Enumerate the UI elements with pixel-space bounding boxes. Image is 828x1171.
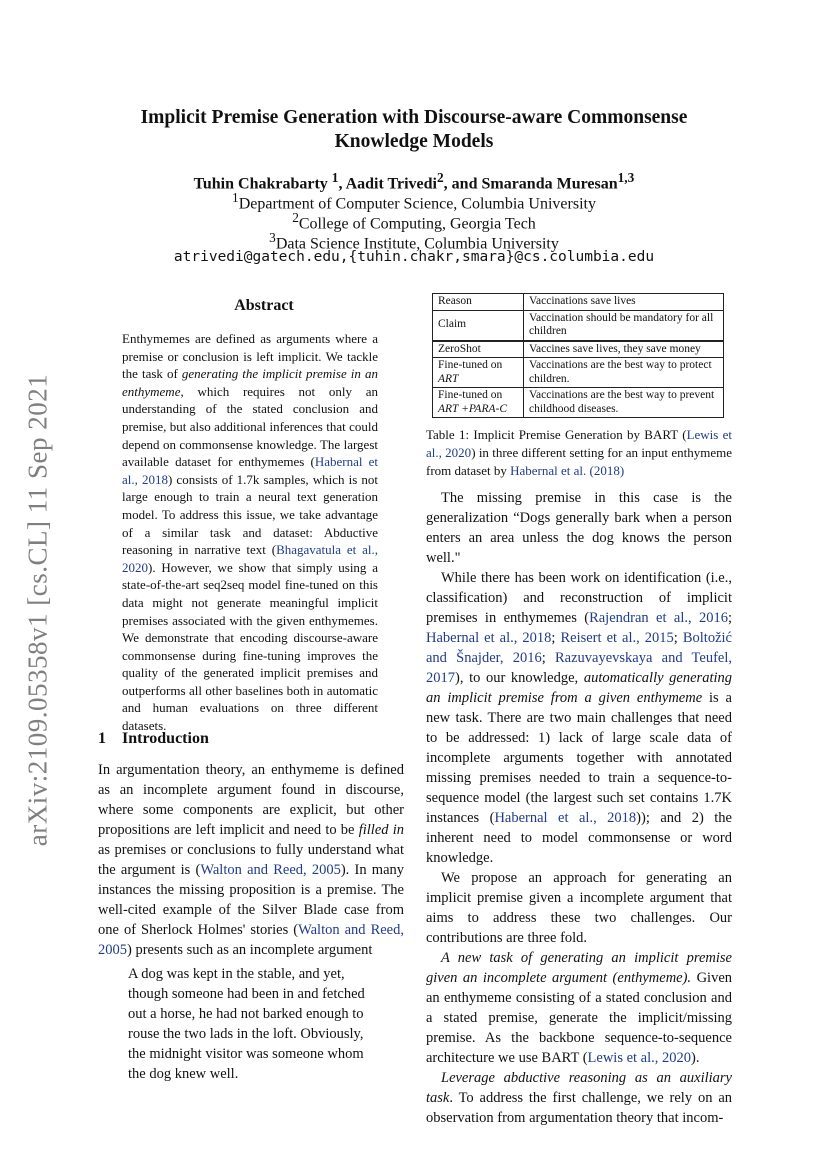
title-line-1: Implicit Premise Generation with Discourse-aware Commonsense (140, 107, 688, 128)
table-row (433, 294, 724, 311)
section-heading-introduction (98, 730, 209, 748)
title-line-2: Knowledge Models (334, 131, 494, 152)
author-name: , Aadit Trivedi (338, 175, 437, 193)
citation-link[interactable]: Rajendran et al., 2016 (589, 610, 728, 626)
example-table (432, 293, 724, 418)
table-row (433, 388, 724, 418)
author-sup: 1 (331, 170, 339, 185)
citation-link[interactable]: Habernal et al. (2018) (510, 463, 625, 478)
abstract-text: Enthymemes are defined as arguments where a premise or conclusion is left implicit. We tackle the task of generating the implicit premise in an enthymeme, which requires not only an understanding of the stated conclusion and premise, but also additional inferences that could depend on commonsense knowledge. The largest available dataset for enthymemes (Habernal et al., 2018) consists of 1.7k samples, which is not large enough to train a neural text generation model. To address this issue, we take advantage of a similar task and dataset: Abductive reasoning in narrative text (Bhagavatula et al., 2020). However, we show that simply using a state-of-the-art seq2seq model fine-tuned on this data might not generate meaningful implicit premises associated with the given enthymemes. We demonstrate that encoding discourse-aware commonsense during fine-tuning improves the quality of the generated implicit premises and outperforms all other baselines both in automatic and human evaluations on three different datasets. (122, 331, 379, 734)
table-row (433, 358, 724, 388)
affiliation-text: Department of Computer Science, Columbia University (238, 195, 596, 213)
table-cell-label: Claim (433, 310, 524, 341)
citation-link[interactable]: Razuvayevskaya and Teufel, 2017 (426, 650, 733, 686)
citation-link[interactable]: Reisert et al., 2015 (560, 630, 674, 646)
intro-paragraph: In argumentation theory, an enthymeme is defined as an incomplete argument found in discourse, where some components are explicit, but other propositions are left implicit and need to be filled in as premises or conclusions to fully understand what the argument is (Walton and Reed, 2005). In many instances the missing proposition is a premise. The well-cited example of the Silver Blade case from one of Sherlock Holmes' stories (Walton and Reed, 2005) presents such as an incomplete argument (98, 762, 405, 958)
author-sup: 1,3 (617, 170, 635, 185)
affiliation-text: College of Computing, Georgia Tech (298, 215, 536, 233)
citation-link[interactable]: Habernal et al., 2018 (494, 810, 637, 826)
author-emails: atrivedi@gatech.edu,{tuhin.chakr,smara}@cs.columbia.edu (173, 249, 655, 265)
body-paragraph: Leverage abductive reasoning as an auxiliary task. To address the first challenge, we rely on an observation from argumentation theory that incom- (426, 1070, 732, 1126)
citation-link[interactable]: Walton and Reed, 2005 (98, 922, 404, 958)
citation-link[interactable]: Habernal et al., 2018 (426, 630, 552, 646)
abstract-heading: Abstract (234, 297, 294, 314)
table-cell-value: Vaccinations are the best way to prevent childhood diseases. (524, 388, 724, 418)
affiliation-text: Data Science Institute, Columbia University (275, 235, 559, 253)
section-number: 1 (98, 730, 106, 747)
sherlock-quote: A dog was kept in the stable, and yet, though someone had been in and fetched out a horse, he had not barked enough to rouse the two lads in the loft. Obviously, the midnight visitor was someone whom the dog knew well. (128, 966, 365, 1082)
section-title: Introduction (122, 730, 209, 747)
citation-link[interactable]: Boltožić and Šnajder, 2016 (426, 630, 732, 666)
body-paragraph: The missing premise in this case is the generalization “Dogs generally bark when a person enters an area unless the dog knows the person well." (426, 490, 732, 566)
author-name: Tuhin Chakrabarty (193, 175, 328, 193)
table-cell-label: Fine-tuned on ART (433, 358, 524, 388)
table-cell-value: Vaccinations are the best way to protect children. (524, 358, 724, 388)
affiliation-sup: 3 (269, 230, 276, 245)
table-row (433, 341, 724, 358)
body-paragraph: While there has been work on identification (i.e., classification) and reconstruction of implicit premises in enthymemes (Rajendran et al., 2016; Habernal et al., 2018; Reisert et al., 2015; Boltožić and Šnajder, 2016; Razuvayevskaya and Teufel, 2017), to our knowledge, automatically generating an implicit premise from a given enthymeme is a new task. There are two main challenges that need to be addressed: 1) lack of large scale data of incomplete arguments together with annotated missing premises needed to train a sequence-to-sequence model (the largest such set contains 1.7K instances (Habernal et al., 2018)); and 2) the inherent need to model commonsense or word knowledge. (426, 570, 733, 866)
citation-link[interactable]: Bhagavatula et al., 2020 (122, 542, 378, 575)
table-cell-label: Reason (433, 294, 524, 311)
left-column-body (98, 760, 404, 960)
citation-link[interactable]: Walton and Reed, 2005 (200, 862, 341, 878)
table-cell-value: Vaccination should be mandatory for all children (524, 310, 724, 341)
right-column-body (426, 488, 732, 1128)
citation-link[interactable]: Lewis et al., 2020 (426, 427, 732, 460)
table-cell-value: Vaccinations save lives (524, 294, 724, 311)
arxiv-identifier: arXiv:2109.05358v1 [cs.CL] 11 Sep 2021 (22, 373, 53, 847)
table-cell-label: Fine-tuned on ART +PARA-C (433, 388, 524, 418)
author-sup: 2 (437, 170, 444, 185)
table-row (433, 310, 724, 341)
body-paragraph: A new task of generating an implicit premise given an incomplete argument (enthymeme). Given an enthymeme consisting of a stated conclusion and a stated premise, generate the implicit/missing premise. As the backbone sequence-to-sequence architecture we use BART (Lewis et al., 2020). (426, 950, 732, 1066)
citation-link[interactable]: Lewis et al., 2020 (587, 1050, 692, 1066)
affiliation-sup: 1 (232, 190, 239, 205)
body-paragraph: We propose an approach for generating an implicit premise given a incomplete argument that aims to address these two challenges. Our contributions are three fold. (426, 870, 732, 946)
author-name: , and Smaranda Muresan (443, 175, 618, 193)
table-caption: Table 1: Implicit Premise Generation by BART (Lewis et al., 2020) in three different setting for an input enthymeme from dataset by Habernal et al. (2018) (426, 427, 732, 478)
affiliation-sup: 2 (292, 210, 299, 225)
paper-title (100, 106, 728, 154)
table-cell-label: ZeroShot (433, 341, 524, 358)
table-cell-value: Vaccines save lives, they save money (524, 341, 724, 358)
citation-link[interactable]: Habernal et al., 2018 (122, 454, 379, 487)
